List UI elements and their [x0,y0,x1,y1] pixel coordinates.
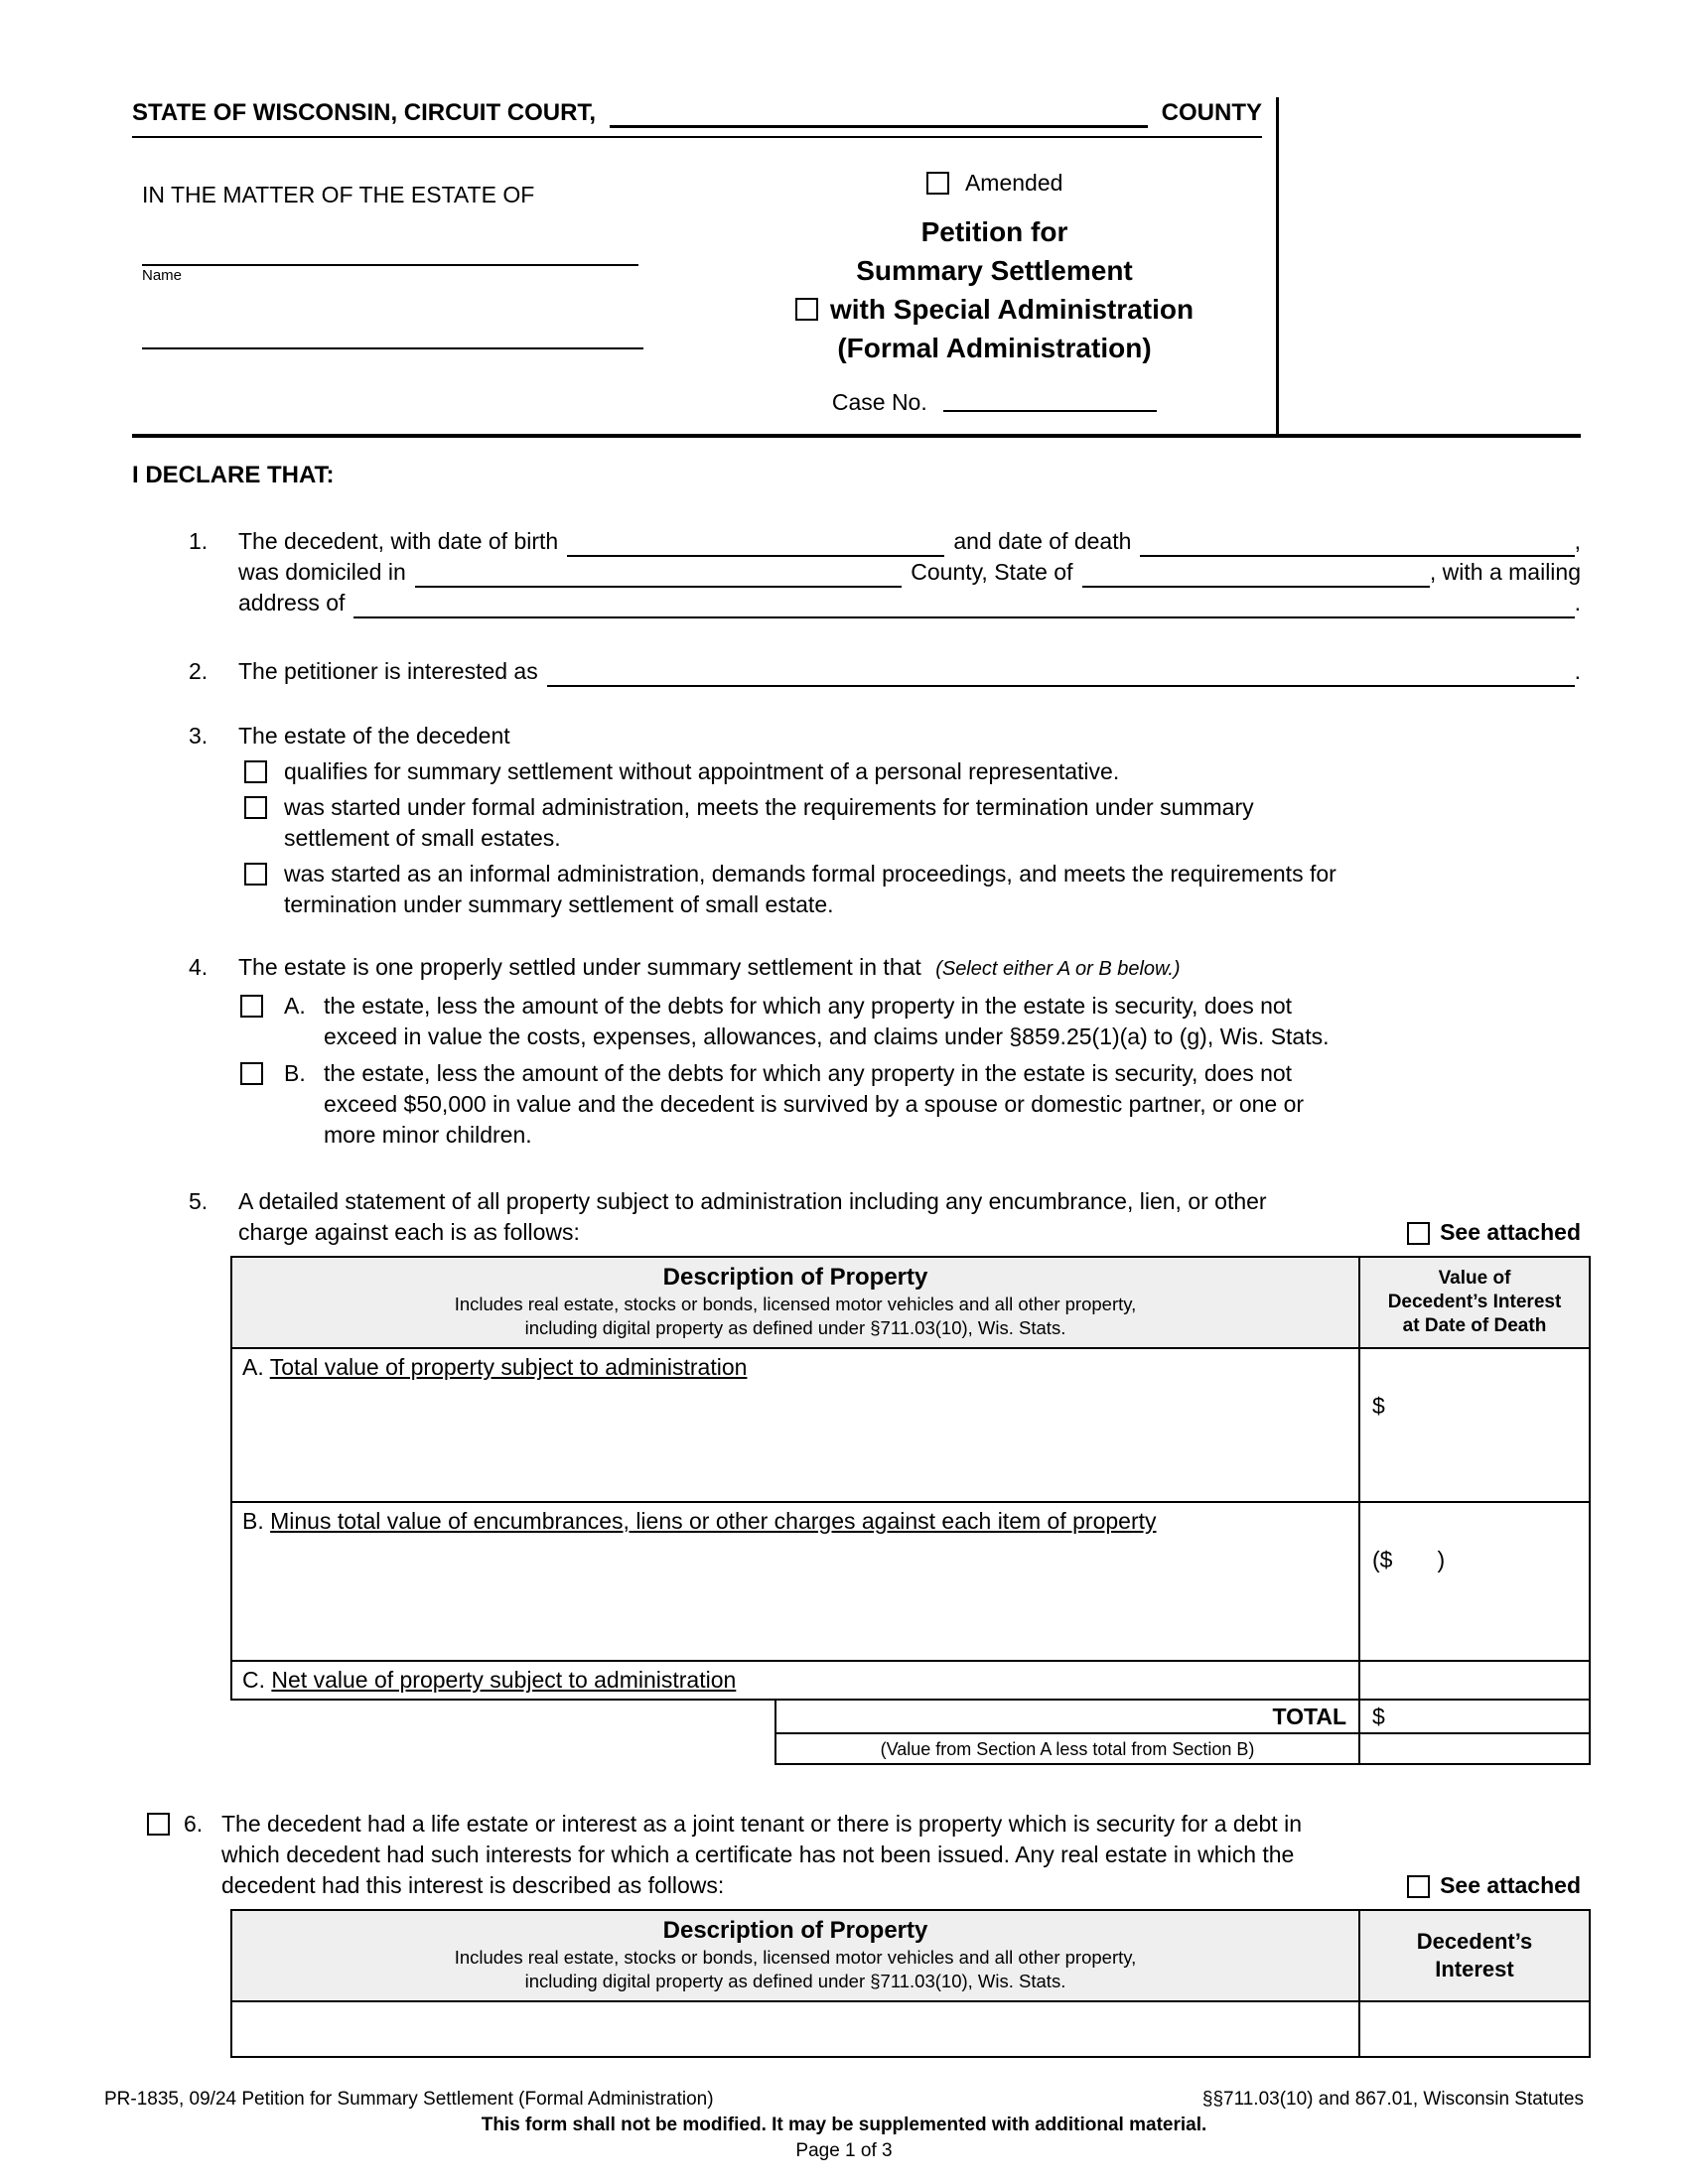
item-4-option-a [240,991,1581,1052]
form-title-line-3 [713,290,1276,329]
row-c-value-cell[interactable] [1360,1662,1589,1699]
page-footer [104,2087,1584,2164]
description-header-cell [232,1258,1360,1347]
option-a-label: A. [284,993,306,1019]
item-1-comma: , [1574,528,1581,554]
property-table-5 [230,1256,1591,1701]
row-a-dollar-sign: $ [1372,1393,1385,1419]
table-row-b [232,1503,1589,1662]
total-block [774,1701,1591,1765]
description-subtitle-6-2: including digital property as defined under §711.03(10), Wis. Stats. [524,1971,1066,1991]
row-c-description-cell[interactable] [232,1662,1360,1699]
special-administration-checkbox[interactable] [795,298,818,321]
section-divider [132,434,1581,438]
form-title-line-2: Summary Settlement [856,255,1133,286]
item-1 [189,526,1581,618]
item-3-option-3-line-2: termination under summary settlement of small estate. [284,891,834,917]
row-a-value-cell[interactable] [1360,1349,1589,1501]
amended-checkbox[interactable] [926,172,949,195]
option-b-line-3: more minor children. [324,1122,532,1148]
item-2-body [238,656,1581,687]
see-attached-label-6: See attached [1440,1872,1581,1898]
case-number-row [713,387,1276,418]
item-5-body [238,1186,1581,1248]
item-5-number: 5. [189,1188,209,1214]
amended-row [713,168,1276,199]
row-b-value-cell[interactable] [1360,1503,1589,1660]
county-label: COUNTY [1161,99,1262,126]
footer-notice: This form shall not be modified. It may be supplemented with additional material. [481,2115,1207,2135]
table-row-c [232,1662,1589,1699]
item-4-lead-text: The estate is one properly settled under summary settlement in that [238,954,921,980]
item-3-option-2-text [284,792,1254,854]
name-blank-2[interactable] [142,286,643,349]
item-3-option-2-line-1: was started under formal administration, meets the requirements for termination under summary [284,794,1254,820]
item-6-line-1: The decedent had a life estate or interest as a joint tenant or there is property which is security for a debt in [221,1811,1302,1837]
row-c-text: Net value of property subject to administration [271,1667,737,1693]
name-label: Name [142,267,183,284]
total-note-row [776,1734,1589,1763]
form-title-line-1: Petition for [920,216,1068,247]
item-6-number: 6. [184,1811,204,1837]
option-b-line-1: the estate, less the amount of the debts for which any property in the estate is security, does not [324,1060,1293,1086]
option-b-line-2: exceed $50,000 in value and the decedent is survived by a spouse or domestic partner, or one or [324,1091,1305,1117]
see-attached-checkbox-5[interactable] [1407,1222,1430,1245]
item-3-option-2 [244,792,1581,854]
see-attached-label-5: See attached [1440,1219,1581,1245]
table-row-a [232,1349,1589,1503]
item-2-line-1 [238,656,1581,687]
item-6-line-3 [221,1870,1581,1901]
date-of-birth-blank[interactable] [567,527,944,557]
property-table-6 [230,1909,1591,2058]
item-1-text-3: was domiciled in [238,559,406,585]
option-a-line-2: exceed in value the costs, expenses, allowances, and claims under §859.25(1)(a) to (g), Wis. Stats. [324,1024,1330,1049]
item-3-number: 3. [189,723,209,749]
item-3-lead: The estate of the decedent [238,723,510,749]
amended-label: Amended [964,170,1063,196]
description-subtitle-6-1: Includes real estate, stocks or bonds, licensed motor vehicles and all other property, [454,1947,1137,1968]
item-1-body [238,526,1581,618]
item-2-number: 2. [189,658,209,684]
state-blank[interactable] [1082,558,1430,588]
court-header-row [132,97,1262,138]
item-4 [189,952,1581,1151]
statutes-label: §§711.03(10) and 867.01, Wisconsin Statutes [1201,2089,1584,2110]
table-6-description-cell[interactable] [232,2002,1360,2056]
item-3-option-1-text [284,756,1119,787]
item-1-text-1: The decedent, with date of birth [238,528,559,554]
estate-qualifies-checkbox[interactable] [244,760,267,783]
caption-columns [132,138,1276,434]
case-no-label: Case No. [831,389,927,415]
item-3-option-3-text [284,859,1336,920]
item-1-line-1 [238,526,1581,557]
item-6 [147,1809,1581,1901]
property-table-5-header [232,1258,1589,1349]
name-blank-1[interactable] [142,210,638,266]
page-indicator: Page 1 of 3 [795,2140,893,2161]
total-note-value-cell [1360,1734,1589,1763]
option-b-label: B. [284,1060,306,1086]
caption-right [713,138,1276,434]
domicile-county-blank[interactable] [415,558,903,588]
value-header-cell [1360,1258,1589,1347]
item-5-line-1: A detailed statement of all property subject to administration including any encumbrance, lien, or other [238,1188,1267,1214]
item-1-text-2: and date of death [953,528,1132,554]
item-2-text-1: The petitioner is interested as [238,658,538,684]
date-of-death-blank[interactable] [1140,527,1574,557]
item-1-text-5: , with a mailing [1429,559,1581,585]
item-1-line-3 [238,588,1581,618]
description-subtitle-2: including digital property as defined under §711.03(10), Wis. Stats. [524,1317,1066,1338]
row-a-label: A. [242,1354,264,1380]
row-a-text: Total value of property subject to administration [269,1354,748,1380]
interest-header-line-1: Decedent’s [1416,1929,1533,1954]
option-b-checkbox[interactable] [240,1062,263,1085]
item-4-lead-note: (Select either A or B below.) [935,958,1181,980]
option-a-line-1: the estate, less the amount of the debts for which any property in the estate is security, does not [324,993,1293,1019]
row-a-description-cell[interactable] [232,1349,1360,1501]
item-1-number: 1. [189,528,209,554]
form-title [713,212,1276,367]
total-note: (Value from Section A less total from Section B) [776,1734,1360,1763]
caption-left [132,138,713,434]
option-b-text [324,1058,1581,1151]
item-1-line-2 [238,557,1581,588]
estate-of-label: IN THE MATTER OF THE ESTATE OF [142,182,535,207]
footer-top-row [104,2087,1584,2113]
item-1-text-6: address of [238,590,346,615]
court-prefix-label: STATE OF WISCONSIN, CIRCUIT COURT, [132,99,597,126]
total-value-cell[interactable] [1360,1701,1589,1732]
description-subtitle-1: Includes real estate, stocks or bonds, licensed motor vehicles and all other property, [454,1294,1137,1314]
declare-heading: I DECLARE THAT: [132,462,335,488]
item-6-body [221,1809,1581,1901]
item-6-line-3-text: decedent had this interest is described as follows: [221,1872,725,1898]
property-table-6-header [232,1911,1589,2002]
description-header-cell-6 [232,1911,1360,2000]
item-3 [189,721,1581,920]
item-3-body [238,721,1581,920]
case-caption [132,97,1279,434]
total-dollar-sign: $ [1372,1704,1385,1729]
value-header-line-1: Value of [1438,1268,1511,1289]
item-4-lead [238,952,1581,985]
table-6-empty-row [232,2002,1589,2056]
item-5 [189,1186,1581,1248]
form-title-line-4: (Formal Administration) [837,333,1152,363]
row-b-paren-open: ($ [1372,1547,1393,1572]
item-3-option-3-line-1: was started as an informal administration, demands formal proceedings, and meets the requirements for [284,861,1336,887]
value-header-line-2: Decedent’s Interest [1387,1292,1562,1312]
item-6-line-2: which decedent had such interests for which a certificate has not been issued. Any real estate in which the [221,1842,1295,1867]
item-2 [189,656,1581,687]
item-3-option-2-line-2: settlement of small estates. [284,825,561,851]
item-2-period: . [1574,658,1581,684]
total-row [776,1701,1589,1734]
item-1-period: . [1574,590,1581,615]
option-a-checkbox[interactable] [240,995,263,1018]
description-title: Description of Property [662,1264,928,1291]
item-5-line-2 [238,1217,1581,1248]
item-3-option-3 [244,859,1581,920]
row-b-label: B. [242,1508,264,1534]
value-header-line-3: at Date of Death [1402,1315,1547,1336]
item-3-option-1 [244,756,1581,787]
row-c-label: C. [242,1667,265,1693]
interest-header-line-2: Interest [1435,1957,1514,1981]
total-label: TOTAL [776,1701,1360,1732]
county-blank[interactable] [610,102,1148,128]
mailing-address-blank[interactable] [353,589,1574,618]
description-title-6: Description of Property [662,1917,928,1944]
item-4-option-b [240,1058,1581,1151]
item-5-line-2-text: charge against each is as follows: [238,1219,580,1245]
petitioner-interest-blank[interactable] [547,657,1575,687]
item-4-number: 4. [189,954,209,980]
item-6-checkbox[interactable] [147,1813,170,1836]
row-b-text: Minus total value of encumbrances, liens or other charges against each item of property [270,1508,1157,1534]
formal-administration-checkbox[interactable] [244,796,267,819]
table-6-interest-cell[interactable] [1360,2002,1589,2056]
interest-header-cell [1360,1911,1589,2000]
case-no-blank[interactable] [943,390,1157,412]
item-1-text-4: County, State of [911,559,1073,585]
informal-administration-checkbox[interactable] [244,863,267,886]
item-3-option-1-line-1: qualifies for summary settlement without appointment of a personal representative. [284,758,1120,784]
item-4-body [238,952,1581,1151]
row-b-paren-close: ) [1437,1547,1446,1572]
option-a-text [324,991,1581,1052]
row-b-description-cell[interactable] [232,1503,1360,1660]
see-attached-checkbox-6[interactable] [1407,1875,1430,1898]
form-number-label: PR-1835, 09/24 Petition for Summary Settlement (Formal Administration) [104,2089,714,2110]
special-administration-label: with Special Administration [829,294,1195,325]
